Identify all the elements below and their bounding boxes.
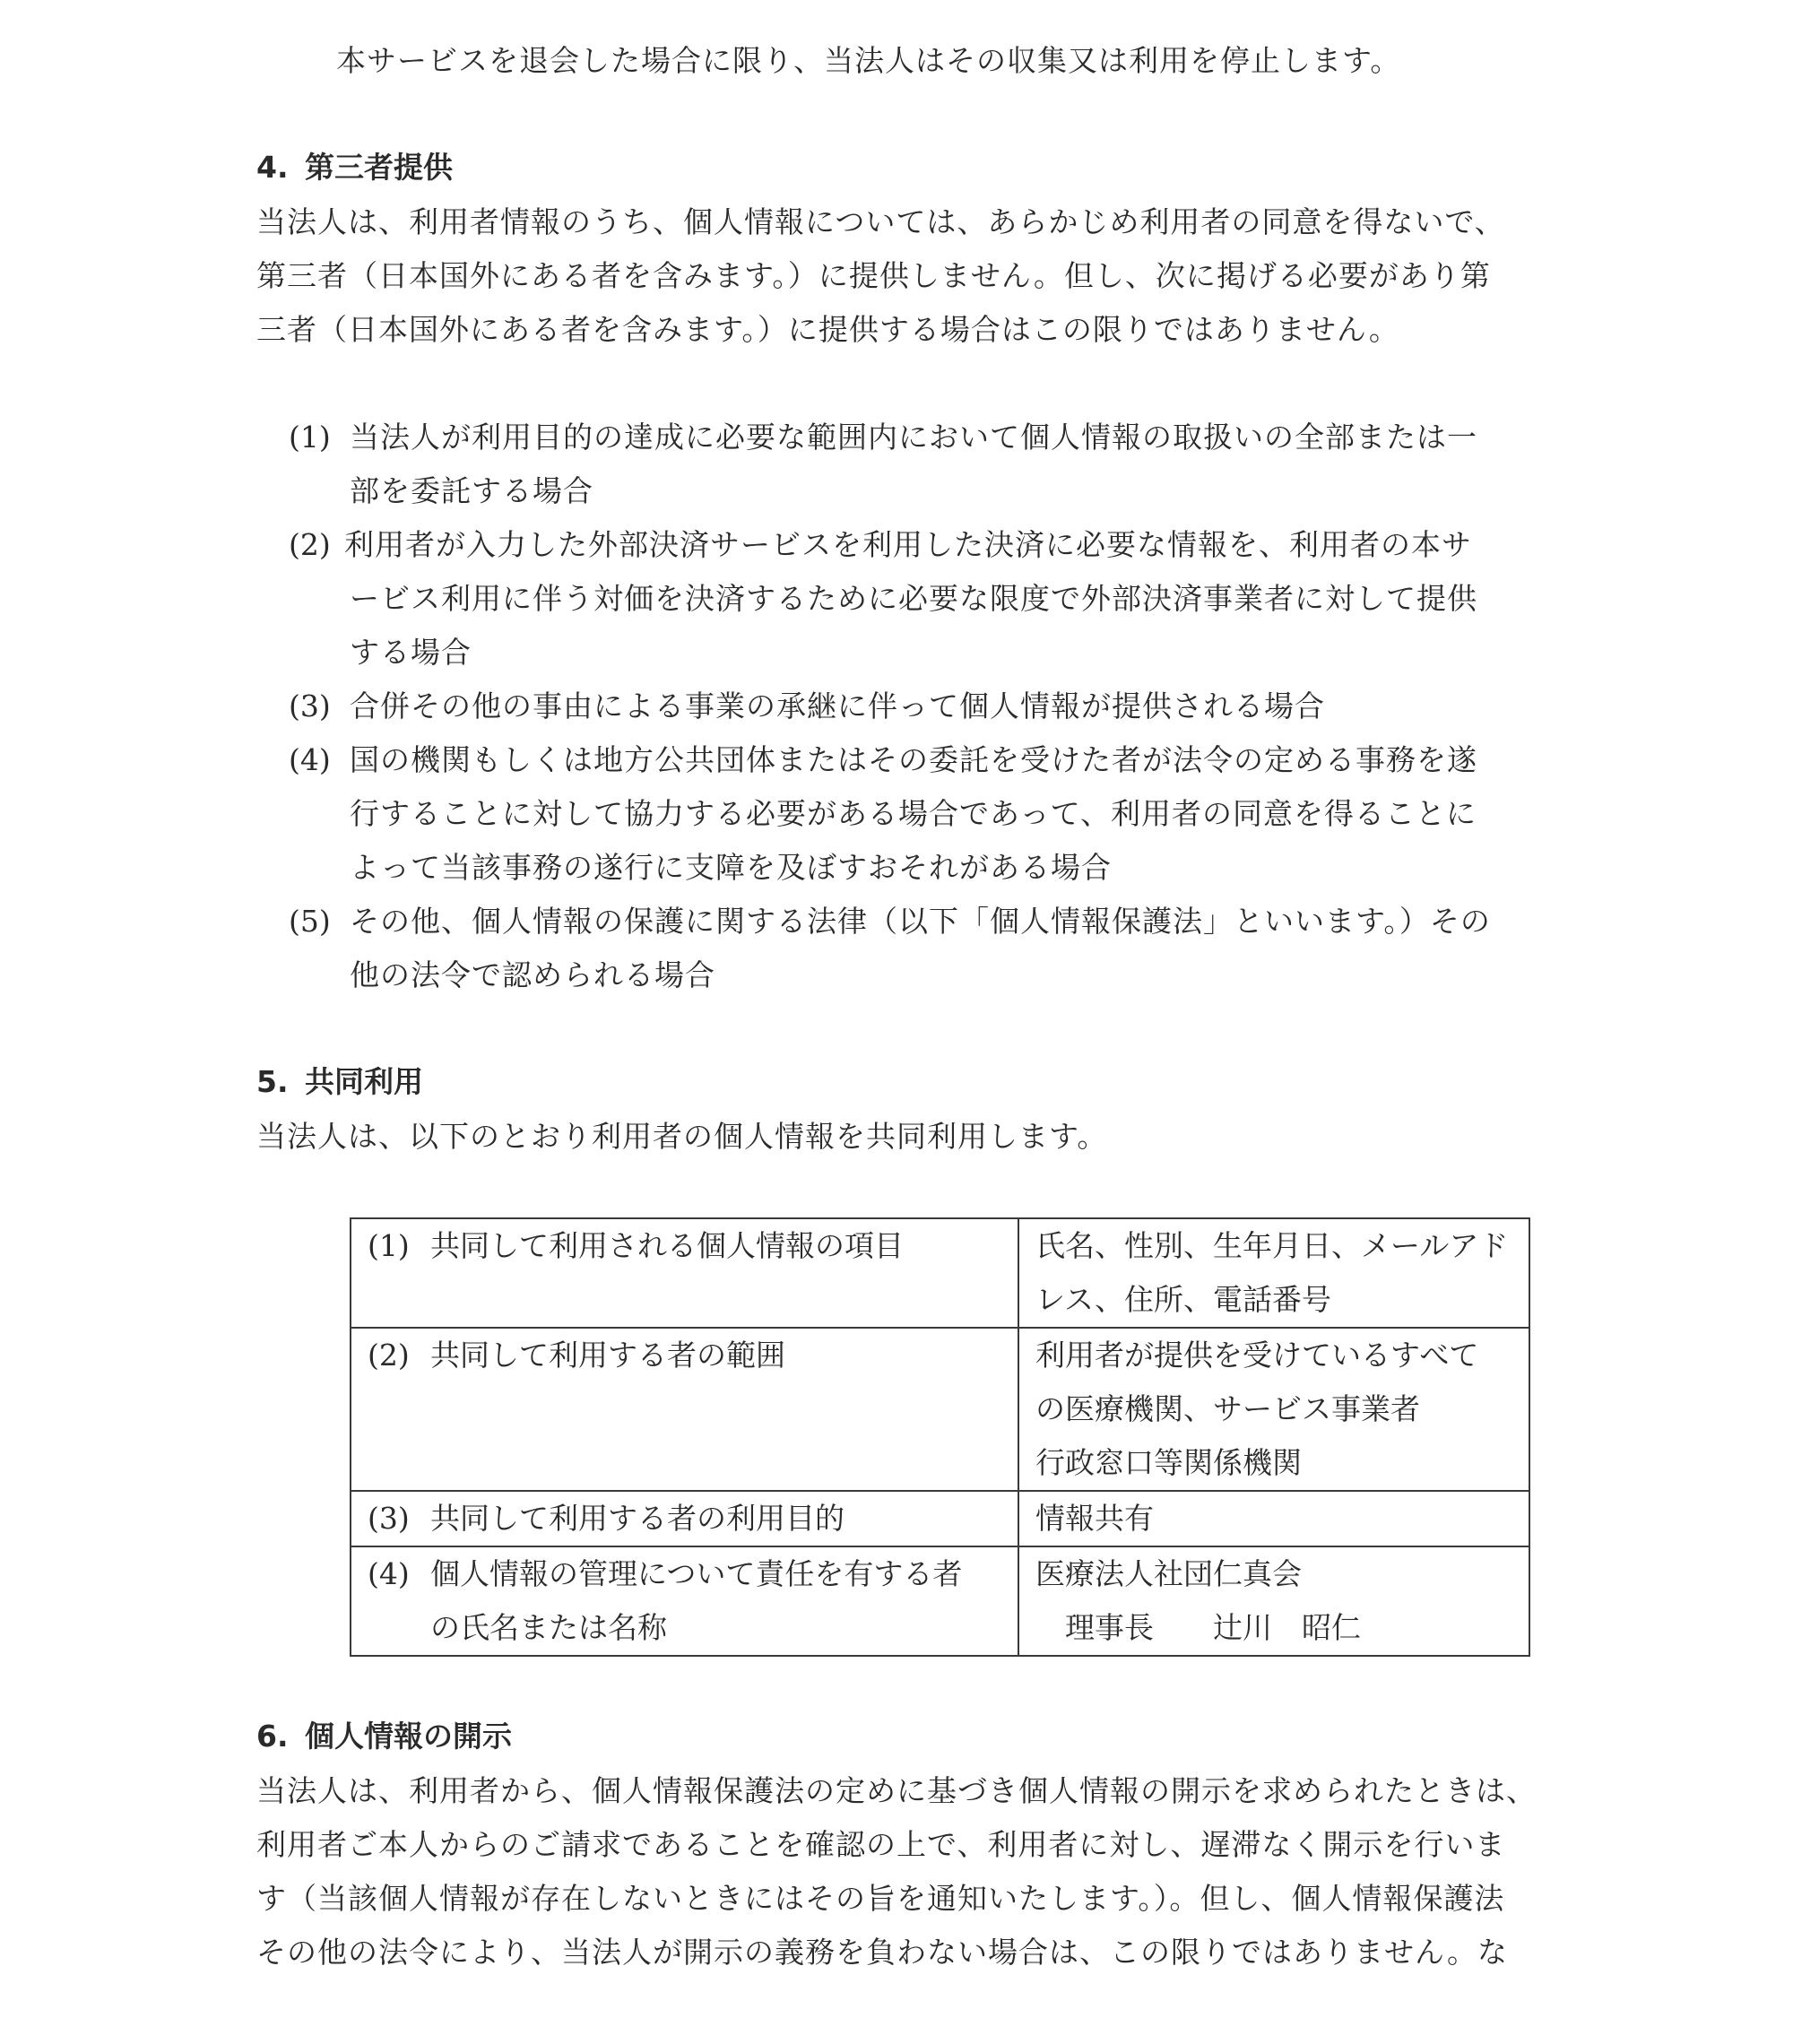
list-item-number: (3) <box>289 689 331 723</box>
intro-line: 本サービスを退会した場合に限り、当法人はその収集又は利用を停止します。 <box>336 43 1401 78</box>
list-item-number: (2) <box>289 527 331 562</box>
table-row <box>351 1218 1529 1328</box>
paragraph-line: 当法人は、利用者から、個人情報保護法の定めに基づき個人情報の開示を求められたときは、 <box>256 1773 1537 1808</box>
paragraph-line: 当法人は、以下のとおり利用者の個人情報を共同利用します。 <box>256 1119 1108 1154</box>
table-cell-label <box>351 1546 1018 1656</box>
list-item-line: その他、個人情報の保護に関する法律（以下「個人情報保護法」といいます。）その <box>350 904 1491 939</box>
table-row <box>351 1328 1529 1491</box>
value-line: 行政窓口等関係機関 <box>1035 1445 1302 1480</box>
table-cell-label <box>351 1491 1018 1546</box>
table-cell-label <box>351 1328 1018 1491</box>
table-cell-value <box>1018 1328 1529 1491</box>
value-line: 氏名、性別、生年月日、メールアド <box>1035 1228 1509 1263</box>
table-cell-value <box>1018 1546 1529 1656</box>
list-item-line: 当法人が利用目的の達成に必要な範囲内において個人情報の取扱いの全部または一 <box>350 420 1477 455</box>
label-line: 共同して利用される個人情報の項目 <box>430 1228 904 1263</box>
value-line: の医療機関、サービス事業者 <box>1035 1391 1420 1426</box>
list-item-number: (1) <box>289 420 331 455</box>
section-title: 個人情報の開示 <box>305 1719 512 1754</box>
value-line: 理事長 辻川 昭仁 <box>1035 1610 1361 1645</box>
paragraph-line: 三者（日本国外にある者を含みます。）に提供する場合はこの限りではありません。 <box>256 312 1399 347</box>
value-line: 医療法人社団仁真会 <box>1035 1556 1302 1591</box>
list-item-number: (5) <box>289 904 331 939</box>
label-line: 共同して利用する者の利用目的 <box>430 1501 845 1536</box>
section-5-heading <box>256 1055 423 1109</box>
paragraph-line: す（当該個人情報が存在しないときにはその旨を通知いたします。）。但し、個人情報保護法 <box>256 1881 1505 1916</box>
label-line: 個人情報の管理について責任を有する者 <box>430 1556 963 1591</box>
section-number: 6. <box>256 1719 289 1754</box>
paragraph-line: 当法人は、利用者情報のうち、個人情報については、あらかじめ利用者の同意を得ないで、 <box>256 204 1505 239</box>
table-cell-value <box>1018 1491 1529 1546</box>
row-number: (4) <box>368 1556 410 1591</box>
table-cell-label <box>351 1218 1018 1328</box>
section-6-heading <box>256 1710 512 1763</box>
list-item-line: 合併その他の事由による事業の承継に伴って個人情報が提供される場合 <box>350 689 1325 723</box>
row-number: (3) <box>368 1501 410 1536</box>
list-item-line: 利用者が入力した外部決済サービスを利用した決済に必要な情報を、利用者の本サ <box>344 527 1472 562</box>
value-line: レス、住所、電話番号 <box>1035 1282 1331 1317</box>
value-line: 情報共有 <box>1035 1501 1154 1536</box>
table-row <box>351 1546 1529 1656</box>
label-line: の氏名または名称 <box>430 1610 667 1645</box>
list-item-line: よって当該事務の遂行に支障を及ぼすおそれがある場合 <box>350 850 1112 885</box>
list-item-line: 他の法令で認められる場合 <box>350 957 715 992</box>
table-cell-value <box>1018 1218 1529 1328</box>
section-number: 4. <box>256 150 289 185</box>
table-row <box>351 1491 1529 1546</box>
list-item-line: 部を委託する場合 <box>350 473 593 508</box>
list-item-line: ービス利用に伴う対価を決済するために必要な限度で外部決済事業者に対して提供 <box>350 581 1477 616</box>
list-item-line: 行することに対して協力する必要がある場合であって、利用者の同意を得ることに <box>350 796 1477 831</box>
section-title: 第三者提供 <box>305 150 453 185</box>
list-item-number: (4) <box>289 742 331 777</box>
list-item-line: 国の機関もしくは地方公共団体またはその委託を受けた者が法令の定める事務を遂 <box>350 742 1477 777</box>
row-number: (2) <box>368 1338 410 1373</box>
value-line: 利用者が提供を受けているすべて <box>1035 1338 1479 1373</box>
section-4-heading <box>256 141 453 195</box>
section-number: 5. <box>256 1064 289 1099</box>
label-line: 共同して利用する者の範囲 <box>430 1338 785 1373</box>
row-number: (1) <box>368 1228 410 1263</box>
section-title: 共同利用 <box>305 1064 423 1099</box>
shared-use-table <box>350 1217 1530 1657</box>
paragraph-line: 利用者ご本人からのご請求であることを確認の上で、利用者に対し、遅滞なく開示を行いま <box>256 1827 1506 1862</box>
paragraph-line: 第三者（日本国外にある者を含みます。）に提供しません。但し、次に掲げる必要があり第 <box>256 258 1491 293</box>
paragraph-line: その他の法令により、当法人が開示の義務を負わない場合は、この限りではありません。な <box>256 1935 1508 1970</box>
list-item-line: する場合 <box>350 635 472 670</box>
